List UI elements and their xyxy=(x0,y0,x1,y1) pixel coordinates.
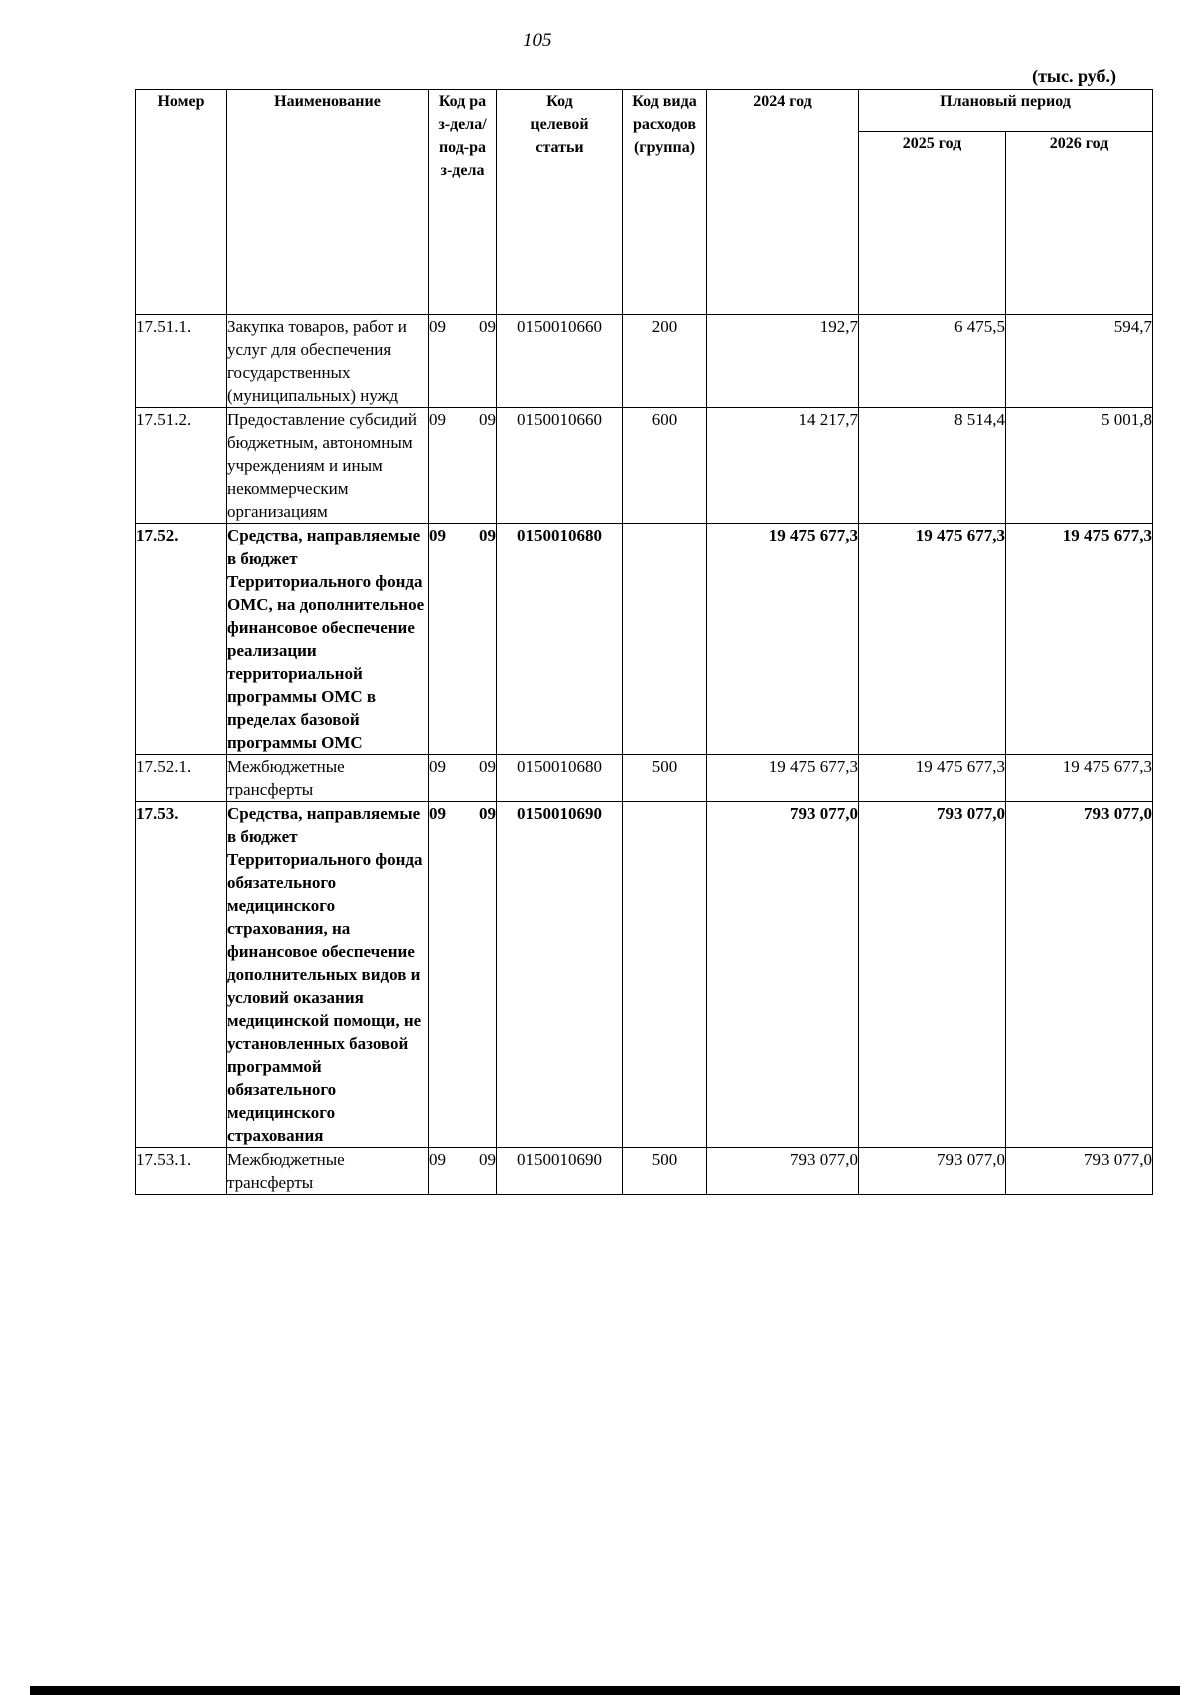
row-number: 17.52. xyxy=(136,524,227,755)
row-expense-type: 600 xyxy=(623,408,707,524)
row-section: 09 xyxy=(429,526,446,545)
table-row xyxy=(136,1148,1153,1195)
row-expense-type xyxy=(623,524,707,755)
row-amount-2024: 19 475 677,3 xyxy=(707,755,859,802)
row-amount-2024: 19 475 677,3 xyxy=(707,524,859,755)
row-section: 09 xyxy=(429,1150,446,1169)
row-section: 09 xyxy=(429,757,446,776)
row-number: 17.53.1. xyxy=(136,1148,227,1195)
page-number: 105 xyxy=(523,30,552,51)
row-amount-2025: 19 475 677,3 xyxy=(859,755,1006,802)
row-subsection: 09 xyxy=(479,757,496,776)
row-number: 17.52.1. xyxy=(136,755,227,802)
row-amount-2026: 793 077,0 xyxy=(1006,1148,1153,1195)
row-amount-2026: 594,7 xyxy=(1006,315,1153,408)
row-subsection: 09 xyxy=(479,410,496,429)
row-expense-type: 500 xyxy=(623,755,707,802)
row-amount-2025: 19 475 677,3 xyxy=(859,524,1006,755)
header-2026: 2026 год xyxy=(1006,132,1153,315)
units-label: (тыс. руб.) xyxy=(1032,66,1116,86)
row-target-code: 0150010680 xyxy=(497,524,623,755)
header-section-code-text: Код раз-дела/ под-раз-дела xyxy=(438,93,487,179)
header-expense-type: Код вида расходов (группа) xyxy=(623,90,707,315)
row-section: 09 xyxy=(429,804,446,823)
row-amount-2024: 793 077,0 xyxy=(707,802,859,1148)
header-target-code-text: Код целевой статьи xyxy=(530,93,589,156)
row-section-code xyxy=(429,755,497,802)
header-number: Номер xyxy=(136,90,227,315)
row-expense-type: 500 xyxy=(623,1148,707,1195)
row-amount-2026: 5 001,8 xyxy=(1006,408,1153,524)
row-subsection: 09 xyxy=(479,317,496,336)
row-name: Средства, направляемые в бюджет Территориального фонда ОМС, на дополнительное финансовое обеспечение реализации территориальной программы ОМС в пределах базовой программы ОМС xyxy=(227,524,429,755)
header-section-code xyxy=(429,90,497,315)
row-section: 09 xyxy=(429,317,446,336)
table-row xyxy=(136,315,1153,408)
row-subsection: 09 xyxy=(479,1150,496,1169)
row-subsection: 09 xyxy=(479,804,496,823)
row-name: Закупка товаров, работ и услуг для обеспечения государственных (муниципальных) нужд xyxy=(227,315,429,408)
row-target-code: 0150010690 xyxy=(497,1148,623,1195)
table-row xyxy=(136,802,1153,1148)
row-target-code: 0150010690 xyxy=(497,802,623,1148)
row-number: 17.53. xyxy=(136,802,227,1148)
row-amount-2025: 6 475,5 xyxy=(859,315,1006,408)
row-section: 09 xyxy=(429,410,446,429)
header-name: Наименование xyxy=(227,90,429,315)
row-amount-2026: 19 475 677,3 xyxy=(1006,755,1153,802)
row-amount-2024: 793 077,0 xyxy=(707,1148,859,1195)
row-section-code xyxy=(429,802,497,1148)
row-subsection: 09 xyxy=(479,526,496,545)
row-number: 17.51.2. xyxy=(136,408,227,524)
table-row xyxy=(136,408,1153,524)
header-2025: 2025 год xyxy=(859,132,1006,315)
header-target-code xyxy=(497,90,623,315)
row-expense-type xyxy=(623,802,707,1148)
row-name: Средства, направляемые в бюджет Территориального фонда обязательного медицинского страхования, на финансовое обеспечение дополнительных видов и условий оказания медицинской помощи, не установленных базовой программой обязательного медицинского страхования xyxy=(227,802,429,1148)
row-amount-2025: 8 514,4 xyxy=(859,408,1006,524)
row-amount-2024: 14 217,7 xyxy=(707,408,859,524)
row-section-code xyxy=(429,315,497,408)
row-expense-type: 200 xyxy=(623,315,707,408)
scan-edge-bar xyxy=(30,1686,1180,1695)
row-name: Межбюджетные трансферты xyxy=(227,755,429,802)
header-planned-period: Плановый период xyxy=(859,90,1153,132)
table-row xyxy=(136,755,1153,802)
row-target-code: 0150010660 xyxy=(497,315,623,408)
row-target-code: 0150010680 xyxy=(497,755,623,802)
row-amount-2026: 19 475 677,3 xyxy=(1006,524,1153,755)
row-number: 17.51.1. xyxy=(136,315,227,408)
row-amount-2025: 793 077,0 xyxy=(859,1148,1006,1195)
row-amount-2024: 192,7 xyxy=(707,315,859,408)
header-2024: 2024 год xyxy=(707,90,859,315)
row-amount-2026: 793 077,0 xyxy=(1006,802,1153,1148)
table-row xyxy=(136,524,1153,755)
row-section-code xyxy=(429,524,497,755)
row-name: Предоставление субсидий бюджетным, автономным учреждениям и иным некоммерческим организациям xyxy=(227,408,429,524)
row-amount-2025: 793 077,0 xyxy=(859,802,1006,1148)
row-section-code xyxy=(429,408,497,524)
row-name: Межбюджетные трансферты xyxy=(227,1148,429,1195)
row-section-code xyxy=(429,1148,497,1195)
budget-table xyxy=(135,89,1153,1195)
row-target-code: 0150010660 xyxy=(497,408,623,524)
